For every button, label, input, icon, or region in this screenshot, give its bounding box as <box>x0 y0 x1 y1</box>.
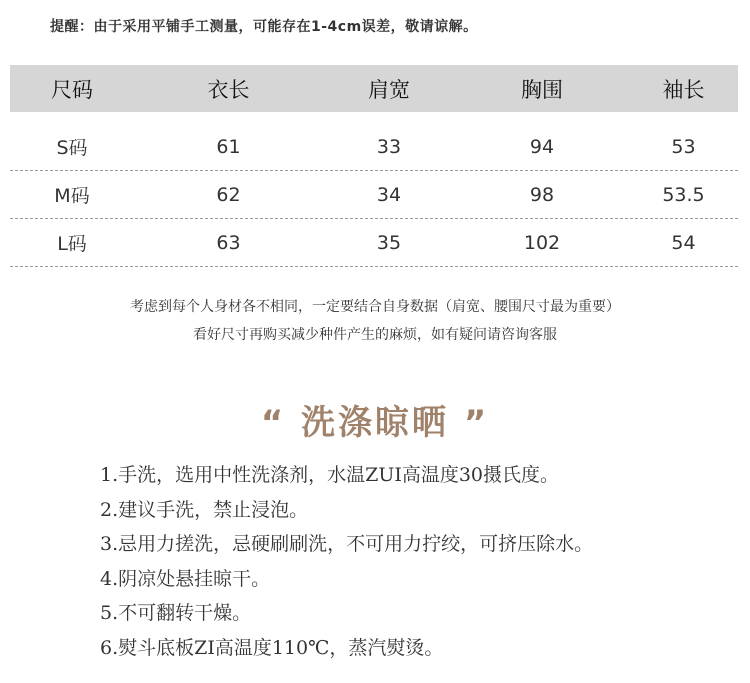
care-item: 5.不可翻转干燥。 <box>100 602 252 624</box>
cell-chest: 94 <box>529 135 555 158</box>
care-item: 2.建议手洗，禁止浸泡。 <box>100 498 309 521</box>
care-item: 3.忌用力搓洗，忌硬刷刷洗，不可用力拧绞，可挤压除水。 <box>100 533 594 555</box>
care-item: 4.阴凉处悬挂晾干。 <box>100 567 271 590</box>
size-table <box>10 65 738 267</box>
cell-size: S码 <box>56 137 88 159</box>
cell-size: M码 <box>54 185 90 207</box>
header-size: 尺码 <box>51 77 93 102</box>
cell-shoulder: 35 <box>376 231 402 254</box>
cell-length: 62 <box>216 183 241 206</box>
header-length: 衣长 <box>207 77 250 102</box>
table-row <box>10 123 738 171</box>
size-table-header <box>10 65 738 112</box>
cell-sleeve: 54 <box>671 231 696 254</box>
cell-sleeve: 53 <box>671 135 696 158</box>
cell-chest: 102 <box>523 231 561 254</box>
header-shoulder: 肩宽 <box>368 77 410 102</box>
cell-shoulder: 33 <box>376 135 402 158</box>
cell-length: 61 <box>216 135 241 158</box>
cell-chest: 98 <box>529 183 555 206</box>
size-advice-line-1: 考虑到每个人身材各不相同，一定要结合自身数据（肩宽、腰围尺寸最为重要） <box>130 299 620 315</box>
size-advice-line-2: 看好尺寸再购买减少种件产生的麻烦，如有疑问请咨询客服 <box>193 327 557 343</box>
cell-size: L码 <box>57 233 87 255</box>
measurement-notice: 提醒：由于采用平铺手工测量，可能存在1-4cm误差，敬请谅解。 <box>50 19 478 35</box>
table-row <box>10 219 738 267</box>
cell-length: 63 <box>216 231 241 254</box>
care-section-title: “ 洗涤晾晒 ” <box>260 403 490 443</box>
cell-sleeve: 53.5 <box>662 183 705 206</box>
cell-shoulder: 34 <box>376 183 402 206</box>
care-instructions-list <box>100 458 593 665</box>
care-item: 1.手洗，选用中性洗涤剂，水温ZUI高温度30摄氏度。 <box>100 464 560 486</box>
header-chest: 胸围 <box>521 77 563 102</box>
header-sleeve: 袖长 <box>662 77 705 102</box>
care-item: 6.熨斗底板ZI高温度110℃，蒸汽熨烫。 <box>100 636 444 659</box>
table-row <box>10 171 738 219</box>
